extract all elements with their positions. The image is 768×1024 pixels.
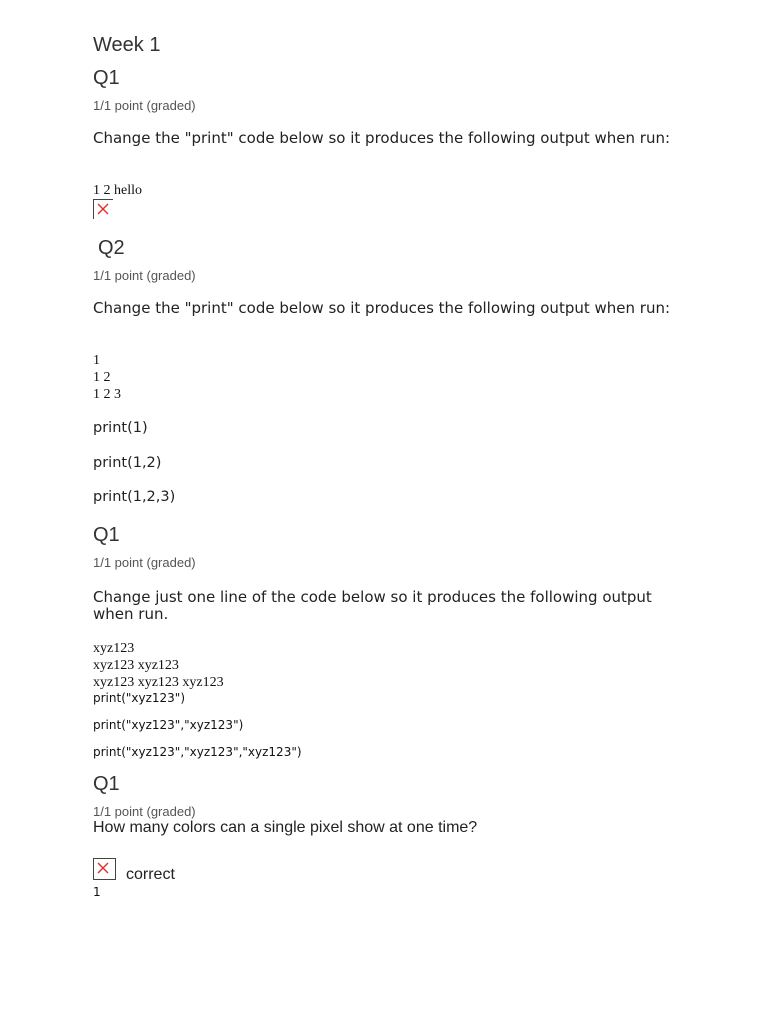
q1a-title: Q1 [93, 67, 120, 89]
q1a-output-line: 1 2 hello [93, 183, 142, 198]
x-mark-icon [97, 203, 109, 215]
q1b-code-line-1: print("xyz123") [93, 691, 186, 705]
q1b-title: Q1 [93, 524, 120, 546]
q1a-prompt: Change the "print" code below so it produces the following output when run: [93, 129, 671, 147]
q1b-output-line-1: xyz123 [93, 641, 135, 656]
q1b-prompt: Change just one line of the code below so it produces the following output when run. [93, 588, 652, 623]
broken-image-x-icon [93, 199, 113, 219]
q1b-output-line-3: xyz123 xyz123 xyz123 [93, 675, 224, 690]
q1b-code-line-3: print("xyz123","xyz123","xyz123") [93, 745, 302, 759]
q1c-points: 1/1 point (graded) [93, 804, 196, 819]
week-title: Week 1 [93, 34, 161, 56]
q2-prompt: Change the "print" code below so it produces the following output when run: [93, 299, 671, 317]
q1b-code-line-2: print("xyz123","xyz123") [93, 718, 244, 732]
x-mark-icon [97, 862, 109, 874]
q2-output-line-2: 1 2 [93, 370, 111, 385]
q1c-title: Q1 [93, 773, 120, 795]
q2-title: Q2 [98, 237, 125, 259]
q1c-answer: 1 [93, 885, 101, 899]
q2-code-line-1: print(1) [93, 420, 148, 436]
q2-code-line-2: print(1,2) [93, 455, 162, 471]
correct-status-label: correct [126, 866, 175, 883]
q2-code-line-3: print(1,2,3) [93, 489, 176, 505]
q2-points: 1/1 point (graded) [93, 268, 196, 283]
q1a-points: 1/1 point (graded) [93, 98, 196, 113]
q2-output-line-3: 1 2 3 [93, 387, 121, 402]
q1b-points: 1/1 point (graded) [93, 555, 196, 570]
q1c-prompt: How many colors can a single pixel show at one time? [93, 819, 478, 836]
broken-image-x-icon [93, 858, 116, 880]
q2-output-line-1: 1 [93, 353, 100, 368]
q1b-output-line-2: xyz123 xyz123 [93, 658, 179, 673]
